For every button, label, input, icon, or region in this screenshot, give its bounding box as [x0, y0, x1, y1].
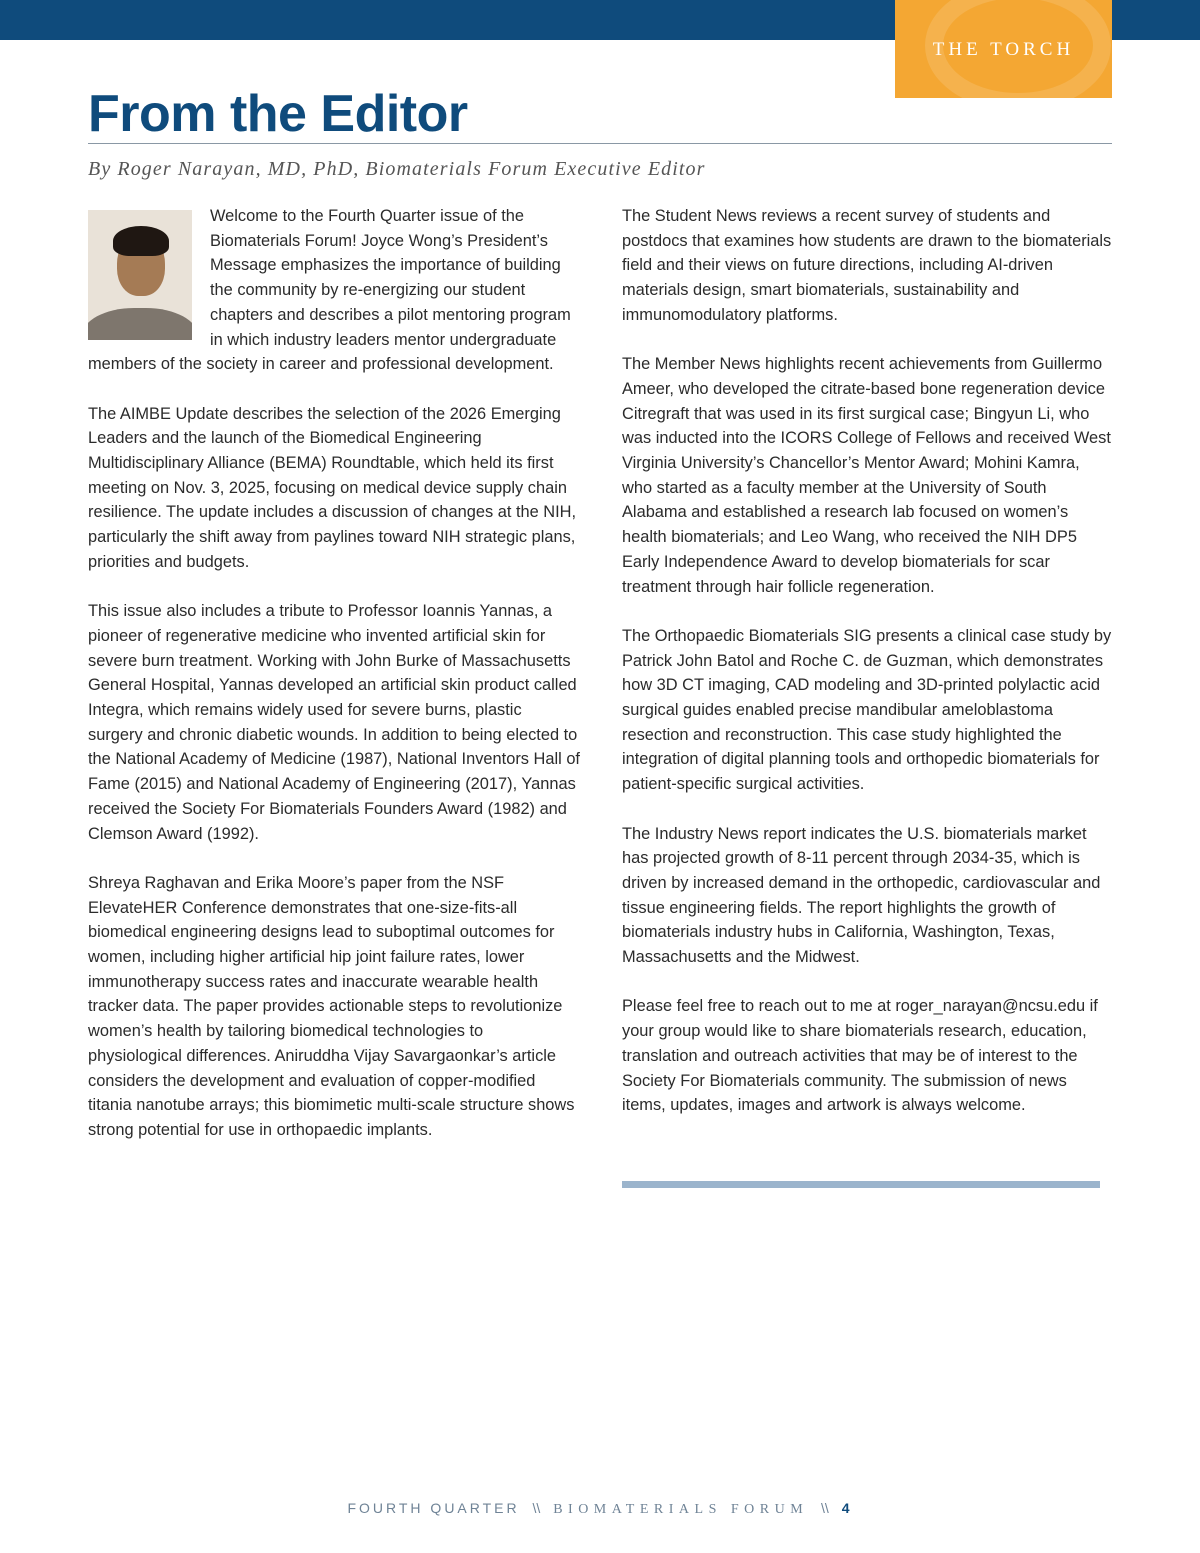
- paragraph: The Member News highlights recent achievements from Guillermo Ameer, who developed the citrate-based bone regeneration device Citregraft that was used in its first surgical case; Bingyun Li, who was inducted into the ICORS College of Fellows and received West Virginia University’s Chancellor’s Mentor Award; Mohini Kamra, who started as a faculty member at the University of South Alabama and established a research lab focused on women’s health biomaterials; and Leo Wang, who received the NIH DP5 Early Independence Award to develop biomaterials for scar treatment through hair follicle regeneration.: [622, 355, 1111, 596]
- page-title: From the Editor: [88, 85, 468, 143]
- byline: By Roger Narayan, MD, PhD, Biomaterials Forum Executive Editor: [88, 158, 706, 180]
- section-tab-label: THE TORCH: [932, 39, 1075, 60]
- paragraph: This issue also includes a tribute to Professor Ioannis Yannas, a pioneer of regenerative medicine who invented artificial skin for severe burn treatment. Working with John Burke of Massachusetts General Hospital, Yannas developed an artificial skin product called Integra, which remains widely used for severe burns, plastic surgery and chronic diabetic wounds. In addition to being elected to the National Academy of Medicine (1987), National Inventors Hall of Fame (2015) and National Academy of Engineering (2017), Yannas received the Society For Biomaterials Founders Award (1982) and Clemson Award (1992).: [88, 602, 580, 843]
- paragraph: The Orthopaedic Biomaterials SIG presents a clinical case study by Patrick John Batol and Roche C. de Guzman, which demonstrates how 3D CT imaging, CAD modeling and 3D-printed polylactic acid surgical guides enabled precise mandibular ameloblastoma resection and reconstruction. This case study highlighted the integration of digital planning tools and orthopedic biomaterials for patient-specific surgical activities.: [622, 626, 1112, 794]
- paragraph: The Student News reviews a recent survey of students and postdocs that examines how students are drawn to the biomaterials field and their views on future directions, including AI-driven materials design, smart biomaterials, sustainability and immunomodulatory platforms.: [622, 207, 1112, 324]
- section-tab: [895, 0, 1112, 98]
- article-end-rule: [622, 1181, 1100, 1188]
- author-photo: [88, 210, 192, 340]
- title-divider: [88, 143, 1112, 144]
- footer-separator: \\: [532, 1500, 541, 1516]
- paragraph: Please feel free to reach out to me at roger_narayan@ncsu.edu if your group would like to share biomaterials research, education, translation and outreach activities that may be of interest to the Society For Biomaterials community. The submission of news items, updates, images and artwork is always welcome.: [622, 997, 1098, 1115]
- page-footer: [0, 1500, 1200, 1518]
- right-column: [622, 204, 1112, 1143]
- left-column: [88, 204, 580, 1167]
- paragraph: The AIMBE Update describes the selection of the 2026 Emerging Leaders and the launch of the Biomedical Engineering Multidisciplinary Alliance (BEMA) Roundtable, which held its first meeting on Nov. 3, 2025, focusing on medical device supply chain resilience. The update includes a discussion of changes at the NIH, particularly the shift away from paylines toward NIH strategic plans, priorities and budgets.: [88, 404, 577, 571]
- paragraph: The Industry News report indicates the U.S. biomaterials market has projected growth of 8-11 percent through 2034-35, which is driven by increased demand in the orthopedic, cardiovascular and tissue engineering fields. The report highlights the growth of biomaterials industry hubs in California, Washington, Texas, Massachusetts and the Midwest.: [622, 824, 1101, 967]
- footer-issue: FOURTH QUARTER: [347, 1500, 520, 1516]
- paragraph: Shreya Raghavan and Erika Moore’s paper from the NSF ElevateHER Conference demonstrates that one-size-fits-all biomedical engineering designs lead to suboptimal outcomes for women, including higher artificial hip joint failure rates, lower immunotherapy success rates and inaccurate wearable health tracker data. The paper provides actionable steps to revolutionize women’s health by tailoring biomedical technologies to physiological differences. Aniruddha Vijay Savargaonkar’s article considers the development and evaluation of copper-modified titania nanotube arrays; this biomimetic multi-scale structure shows strong potential for use in orthopaedic implants.: [88, 873, 575, 1139]
- page-number: 4: [841, 1500, 853, 1516]
- footer-separator: \\: [821, 1500, 829, 1516]
- paragraph: Welcome to the Fourth Quarter issue of the Biomaterials Forum! Joyce Wong’s President’s Message emphasizes the importance of building the community by re-energizing our student chapters and describes a pilot mentoring program in which industry leaders mentor undergraduate members of the society in career and professional development.: [88, 207, 571, 374]
- footer-publication: BIOMATERIALS FORUM: [553, 1502, 809, 1517]
